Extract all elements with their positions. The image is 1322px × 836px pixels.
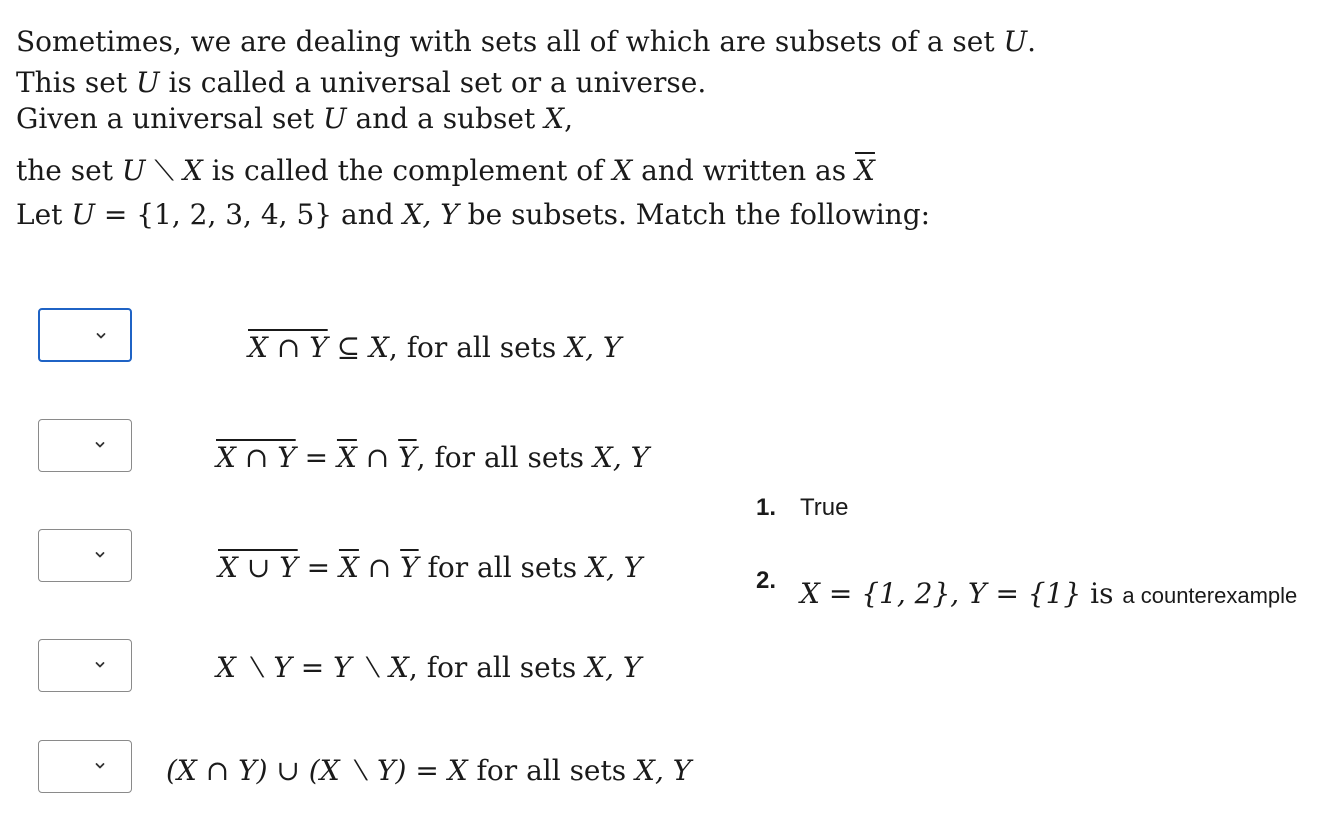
statement-text: for all sets — [418, 551, 587, 584]
match-select-1[interactable] — [38, 308, 132, 362]
intro-line-4 — [16, 154, 875, 187]
statement-5 — [166, 754, 692, 787]
statement-2 — [216, 441, 650, 474]
universal-set: = {1, 2, 3, 4, 5} — [94, 198, 333, 231]
intro-text: the set — [16, 154, 122, 187]
option-text-1: True — [800, 494, 849, 521]
intro-text: and written as — [632, 154, 856, 187]
math-expr: X ⟍ Y = Y ⟍ X — [216, 651, 409, 684]
statement-4 — [216, 651, 642, 684]
intro-line-5 — [16, 198, 931, 231]
chevron-down-icon — [95, 440, 105, 450]
math-var: U — [71, 198, 95, 231]
complement-var: $\overline{X}$ — [855, 154, 875, 187]
intro-text: Sometimes, we are dealing with sets all of which are subsets of a set — [16, 25, 1004, 58]
option-text-2 — [800, 577, 1297, 610]
intro-text: is called the complement of — [202, 154, 613, 187]
math-var: U — [136, 66, 160, 99]
intro-text: and — [332, 198, 403, 231]
intro-text: Given a universal set — [16, 102, 324, 135]
statement-text: , for all sets — [388, 331, 566, 364]
statement-1 — [248, 331, 622, 364]
equals-symbol: = — [297, 551, 339, 584]
intersection-symbol: ∩ — [356, 441, 399, 474]
intro-text: , — [564, 102, 573, 135]
math-var: X, Y — [586, 551, 643, 584]
intro-text: and a subset — [346, 102, 545, 135]
math-var: U — [323, 102, 347, 135]
statement-3 — [218, 551, 643, 584]
match-select-3[interactable] — [38, 529, 132, 582]
intro-line-1 — [16, 25, 1037, 58]
match-select-2[interactable] — [38, 419, 132, 472]
set-minus-symbol: ⟍ — [145, 154, 183, 187]
math-var: X, Y — [635, 754, 692, 787]
intro-text: . — [1027, 25, 1037, 58]
math-var: X, Y — [565, 331, 622, 364]
math-var: X, Y — [585, 651, 642, 684]
math-var: U — [121, 154, 146, 187]
equals-symbol: = — [295, 441, 337, 474]
option-text: is — [1081, 577, 1123, 610]
chevron-down-icon — [95, 660, 105, 670]
math-var: X — [544, 102, 565, 135]
match-select-5[interactable] — [38, 740, 132, 793]
intro-text: is called a universal set or a universe. — [159, 66, 707, 99]
intersection-symbol: ∩ — [358, 551, 401, 584]
math-expr: (X ∩ Y) ∪ (X ⟍ Y) = X — [166, 754, 468, 787]
match-select-4[interactable] — [38, 639, 132, 692]
intro-line-2 — [16, 66, 707, 99]
statement-text: , for all sets — [408, 651, 586, 684]
complement-var: $\overline{Y}$ — [398, 441, 417, 474]
statement-text: for all sets — [467, 754, 636, 787]
intro-text: This set — [16, 66, 137, 99]
complement-var: $\overline{X}$ — [338, 551, 359, 584]
math-var: U — [1003, 25, 1028, 58]
math-var: X — [182, 154, 203, 187]
math-var: X — [612, 154, 633, 187]
statement-text: , for all sets — [416, 441, 593, 474]
option-number-1: 1. — [756, 494, 777, 521]
option-number-2: 2. — [756, 567, 777, 594]
math-expr: ⊆ X — [327, 331, 389, 364]
chevron-down-icon — [96, 331, 106, 341]
math-var: X, Y — [592, 441, 650, 474]
chevron-down-icon — [95, 550, 105, 560]
chevron-down-icon — [95, 761, 105, 771]
complement-expr: X ∩ Y — [248, 331, 328, 364]
complement-expr: X ∩ Y — [216, 441, 296, 474]
complement-var: $\overline{Y}$ — [400, 551, 419, 584]
intro-line-3 — [16, 102, 573, 135]
counterexample-math: X = {1, 2}, Y = {1} — [800, 577, 1082, 610]
intro-text: Let — [16, 198, 72, 231]
intro-text: be subsets. Match the following: — [458, 198, 931, 231]
complement-expr: X ∪ Y — [218, 551, 298, 584]
option-text: a counterexample — [1122, 583, 1298, 608]
complement-var: $\overline{X}$ — [336, 441, 357, 474]
math-var: X, Y — [402, 198, 459, 231]
